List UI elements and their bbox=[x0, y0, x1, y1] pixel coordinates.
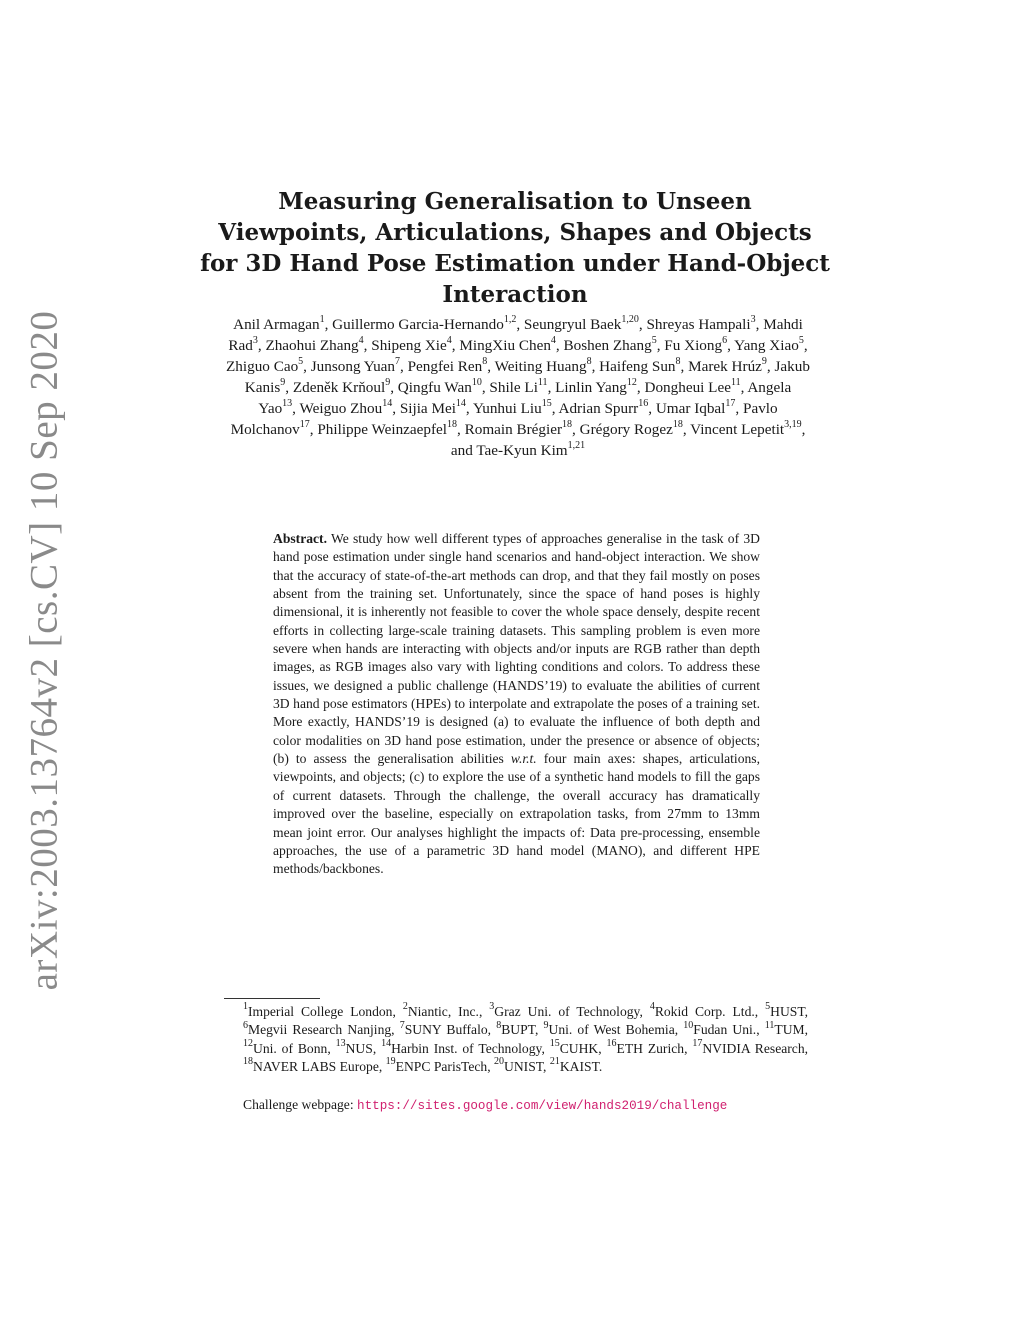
author-name: Yang Xiao bbox=[734, 337, 799, 354]
author-name: Romain Brégier bbox=[464, 421, 563, 438]
challenge-webpage bbox=[243, 1096, 808, 1115]
author-name: Mahdi Rad bbox=[228, 316, 803, 354]
author-name: Angela Yao bbox=[258, 379, 792, 417]
author-affiliation-mark: 1 bbox=[319, 313, 325, 325]
abstract-wrt: w.r.t. bbox=[510, 751, 537, 767]
author-affiliation-mark: 16 bbox=[638, 397, 649, 409]
author-affiliation-mark: 3 bbox=[252, 334, 258, 346]
affiliation-name: Harbin Inst. of Technology bbox=[391, 1040, 542, 1056]
arxiv-stamp bbox=[18, 310, 70, 990]
affiliation-mark: 7 bbox=[399, 1019, 405, 1031]
affiliation-mark: 9 bbox=[543, 1019, 549, 1031]
author-affiliation-mark: 4 bbox=[446, 334, 452, 346]
affiliation-mark: 15 bbox=[549, 1038, 560, 1050]
author-affiliation-mark: 8 bbox=[675, 355, 681, 367]
affiliation-mark: 13 bbox=[335, 1038, 346, 1050]
affiliation-mark: 14 bbox=[381, 1038, 392, 1050]
author-affiliation-mark: 11 bbox=[730, 376, 741, 388]
affiliation-mark: 1 bbox=[243, 1001, 248, 1013]
author-name: Haifeng Sun bbox=[599, 358, 676, 375]
author-name: Grégory Rogez bbox=[579, 421, 673, 438]
abstract-text-part-2: four main axes: shapes, articulations, viewpoints, and objects; (c) to explore the use of a synthetic hand models to fill the gaps of current datasets. Through the challenge, the overall accuracy has dramatically improved over the baseline, especially on extrapolation tasks, from 27mm to 13mm mean joint error. Our analyses highlight the impacts of: Data pre-processing, ensemble approaches, the use of a parametric 3D hand model (MANO), and different HPE methods/backbones. bbox=[273, 751, 760, 877]
affiliation-mark: 11 bbox=[764, 1019, 775, 1031]
affiliation-name: SUNY Buffalo bbox=[404, 1022, 488, 1038]
arxiv-stamp-text: arXiv:2003.13764v2 [cs.CV] 10 Sep 2020 bbox=[22, 310, 66, 990]
author-name: Yunhui Liu bbox=[472, 400, 542, 417]
author-name: Philippe Weinzaepfel bbox=[317, 421, 447, 438]
author-name: Fu Xiong bbox=[664, 337, 723, 354]
author-affiliation-mark: 10 bbox=[471, 376, 482, 388]
author-name: Zdeněk Krňoul bbox=[292, 379, 386, 396]
affiliation-name: Imperial College London bbox=[248, 1004, 393, 1019]
author-name: Marek Hrúz bbox=[688, 358, 762, 375]
author-name: Junsong Yuan bbox=[310, 358, 395, 375]
affiliation-mark: 18 bbox=[243, 1056, 253, 1068]
author-name: Guillermo Garcia-Hernando bbox=[332, 316, 504, 333]
author-name: Shreyas Hampali bbox=[646, 316, 751, 333]
author-affiliation-mark: 14 bbox=[382, 397, 393, 409]
abstract-text-part-1: We study how well different types of approaches generalise in the task of 3D hand pose estimation under single hand scenarios and hand-object interaction. We show that the accuracy of state-of-the-art methods can drop, and that they fail mostly on poses absent from the training set. Unfortunately, since the space of hand poses is highly dimensional, it is inherently not feasible to cover the whole space densely, despite recent efforts in collecting large-scale training datasets. This sampling problem is even more severe when hands are interacting with objects and/or inputs are RGB rather than depth images, as RGB images also vary with lighting conditions and colors. To address these issues, we designed a public challenge (HANDS’19) to evaluate the abilities of current 3D hand pose estimators (HPEs) to interpolate and extrapolate the poses of a training set. More exactly, HANDS’19 is designed (a) to evaluate the influence of both depth and color modalities on 3D hand pose estimation, under the presence or absence of objects; (b) to assess the generalisation abilities bbox=[273, 531, 760, 767]
author-name: Qingfu Wan bbox=[397, 379, 472, 396]
author-name: Jakub Kanis bbox=[244, 358, 810, 396]
author-affiliation-mark: 3 bbox=[750, 313, 756, 325]
author-name: Zhiguo Cao bbox=[226, 358, 299, 375]
abstract bbox=[273, 530, 760, 879]
affiliation-name: NUS bbox=[345, 1040, 373, 1056]
author-affiliation-mark: 18 bbox=[562, 418, 573, 430]
affiliation-name: BUPT bbox=[501, 1022, 535, 1038]
author-name: Tae-Kyun Kim bbox=[476, 442, 568, 459]
author-name: Linlin Yang bbox=[555, 379, 627, 396]
affiliation-name: Rokid Corp. Ltd. bbox=[654, 1004, 755, 1019]
author-name: Anil Armagan bbox=[233, 316, 320, 333]
affiliation-mark: 2 bbox=[402, 1001, 408, 1013]
affiliation-mark: 17 bbox=[692, 1038, 703, 1050]
author-name: Dongheui Lee bbox=[644, 379, 731, 396]
author-affiliation-mark: 18 bbox=[672, 418, 683, 430]
author-name: Pengfei Ren bbox=[407, 358, 483, 375]
affiliation-mark: 16 bbox=[606, 1038, 617, 1050]
author-affiliation-mark: 8 bbox=[586, 355, 592, 367]
author-affiliation-mark: 1,20 bbox=[621, 313, 639, 325]
author-affiliation-mark: 18 bbox=[447, 418, 457, 430]
affiliation-name: CUHK bbox=[559, 1040, 599, 1056]
author-name: Weiting Huang bbox=[494, 358, 587, 375]
affiliation-name: KAIST. bbox=[559, 1058, 603, 1074]
affiliation-name: NAVER LABS Europe bbox=[253, 1058, 379, 1074]
paper-title: Measuring Generalisation to Unseen Viewpoints, Articulations, Shapes and Objects for 3D Hand Pose Estimation under Hand-Object Interaction bbox=[200, 188, 830, 308]
affiliation-mark: 6 bbox=[243, 1019, 248, 1031]
affiliation-name: Fudan Uni. bbox=[693, 1022, 757, 1038]
author-affiliation-mark: 5 bbox=[798, 334, 804, 346]
author-affiliation-mark: 8 bbox=[482, 355, 488, 367]
author-affiliation-mark: 6 bbox=[722, 334, 728, 346]
affiliation-mark: 5 bbox=[765, 1001, 771, 1013]
affiliation-name: HUST bbox=[770, 1004, 805, 1019]
affiliation-footnote: $^1$Imperial College London, $^2$Niantic, Inc., $^3$Graz Uni. of Technology, $^4$Rokid Corp. Ltd., $^5$HUST, $^6$Megvii Research Nanjing, $^7$SUNY Buffalo, $^8$BUPT, $^9$Uni. of West Bohemia, $^{10}$Fudan Uni., $^{11}$TUM, $^{12}$Uni. of Bonn, $^{13}$NUS, $^{14}$Harbin Inst. of Technology, $^{15}$CUHK, $^{16}$ETH Zurich, $^{17}$NVIDIA Research, $^{18}$NAVER LABS Europe, $^{19}$ENPC ParisTech, $^{20}$UNIST, $^{21}$KAIST. bbox=[243, 1001, 809, 1074]
author-affiliation-mark: 5 bbox=[651, 334, 657, 346]
affiliation-mark: 4 bbox=[649, 1001, 655, 1013]
webpage-link[interactable]: https://sites.google.com/view/hands2019/challenge bbox=[357, 1099, 728, 1113]
author-affiliation-mark: 12 bbox=[626, 376, 637, 388]
author-name: Adrian Spurr bbox=[558, 400, 639, 417]
author-name: Vincent Lepetit bbox=[690, 421, 785, 438]
affiliation-mark: 8 bbox=[496, 1019, 502, 1031]
author-name: Boshen Zhang bbox=[563, 337, 652, 354]
author-affiliation-mark: 1,2 bbox=[503, 313, 517, 325]
author-affiliation-mark: 5 bbox=[298, 355, 304, 367]
footnote-rule bbox=[224, 998, 320, 999]
author-affiliation-mark: 1,21 bbox=[567, 439, 586, 451]
author-name: Umar Iqbal bbox=[655, 400, 726, 417]
author-affiliation-mark: 15 bbox=[541, 397, 552, 409]
author-name: Sijia Mei bbox=[399, 400, 456, 417]
author-affiliation-mark: 17 bbox=[299, 418, 310, 430]
author-name: Weiguo Zhou bbox=[299, 400, 383, 417]
author-list: Anil Armagan$^1$, Guillermo Garcia-Hernando$^{1,2}$, Seungryul Baek$^{1,20}$, Shreyas Hampali$^3$, Mahdi Rad$^3$, Zhaohui Zhang$^4$, Shipeng Xie$^4$, MingXiu Chen$^4$, Boshen Zhang$^5$, Fu Xiong$^6$, Yang Xiao$^5$, Zhiguo Cao$^5$, Junsong Yuan$^7$, Pengfei Ren$^8$, Weiting Huang$^8$, Haifeng Sun$^8$, Marek Hrúz$^9$, Jakub Kanis$^9$, Zdeněk Krňoul$^9$, Qingfu Wan$^{10}$, Shile Li$^{11}$, Linlin Yang$^{12}$, Dongheui Lee$^{11}$, Angela Yao$^{13}$, Weiguo Zhou$^{14}$, Sijia Mei$^{14}$, Yunhui Liu$^{15}$, Adrian Spurr$^{16}$, Umar Iqbal$^{17}$, Pavlo Molchanov$^{17}$, Philippe Weinzaepfel$^{18}$, Romain Brégier$^{18}$, Grégory Rogez$^{18}$, Vincent Lepetit$^{3,19}$, and Tae-Kyun Kim$^{1,21}$ bbox=[226, 313, 810, 459]
author-affiliation-mark: 7 bbox=[395, 355, 400, 367]
affiliation-name: ETH Zurich bbox=[616, 1040, 685, 1056]
affiliation-name: Uni. of West Bohemia bbox=[548, 1022, 675, 1038]
author-affiliation-mark: 17 bbox=[725, 397, 736, 409]
affiliation-mark: 12 bbox=[243, 1038, 253, 1050]
affiliation-name: NVIDIA Research bbox=[702, 1040, 805, 1056]
author-name: Zhaohui Zhang bbox=[265, 337, 359, 354]
affiliation-mark: 10 bbox=[683, 1019, 694, 1031]
abstract-label: Abstract. bbox=[273, 531, 327, 546]
affiliation-mark: 21 bbox=[549, 1056, 560, 1068]
author-affiliation-mark: 13 bbox=[282, 397, 293, 409]
author-affiliation-mark: 4 bbox=[550, 334, 556, 346]
author-affiliation-mark: 14 bbox=[455, 397, 466, 409]
author-affiliation-mark: 9 bbox=[280, 376, 286, 388]
affiliation-name: Graz Uni. of Technology bbox=[494, 1004, 640, 1019]
author-affiliation-mark: 3,19 bbox=[784, 418, 802, 430]
author-name: Shipeng Xie bbox=[371, 337, 447, 354]
author-name: MingXiu Chen bbox=[459, 337, 551, 354]
affiliation-mark: 19 bbox=[385, 1056, 396, 1068]
affiliation-name: Uni. of Bonn bbox=[253, 1040, 328, 1056]
affiliation-name: Megvii Research Nanjing bbox=[248, 1022, 392, 1038]
affiliation-name: TUM bbox=[774, 1022, 805, 1038]
affiliation-name: UNIST bbox=[504, 1058, 544, 1074]
affiliation-mark: 3 bbox=[489, 1001, 495, 1013]
author-name: Pavlo Molchanov bbox=[230, 400, 778, 438]
author-name: Shile Li bbox=[489, 379, 538, 396]
author-affiliation-mark: 9 bbox=[385, 376, 391, 388]
webpage-label: Challenge webpage: bbox=[243, 1097, 354, 1112]
affiliation-mark: 20 bbox=[494, 1056, 505, 1068]
affiliation-name: ENPC ParisTech bbox=[395, 1058, 488, 1074]
author-affiliation-mark: 4 bbox=[358, 334, 364, 346]
author-affiliation-mark: 11 bbox=[537, 376, 548, 388]
affiliation-name: Niantic, Inc. bbox=[407, 1004, 479, 1019]
author-name: Seungryul Baek bbox=[523, 316, 622, 333]
author-affiliation-mark: 9 bbox=[761, 355, 767, 367]
